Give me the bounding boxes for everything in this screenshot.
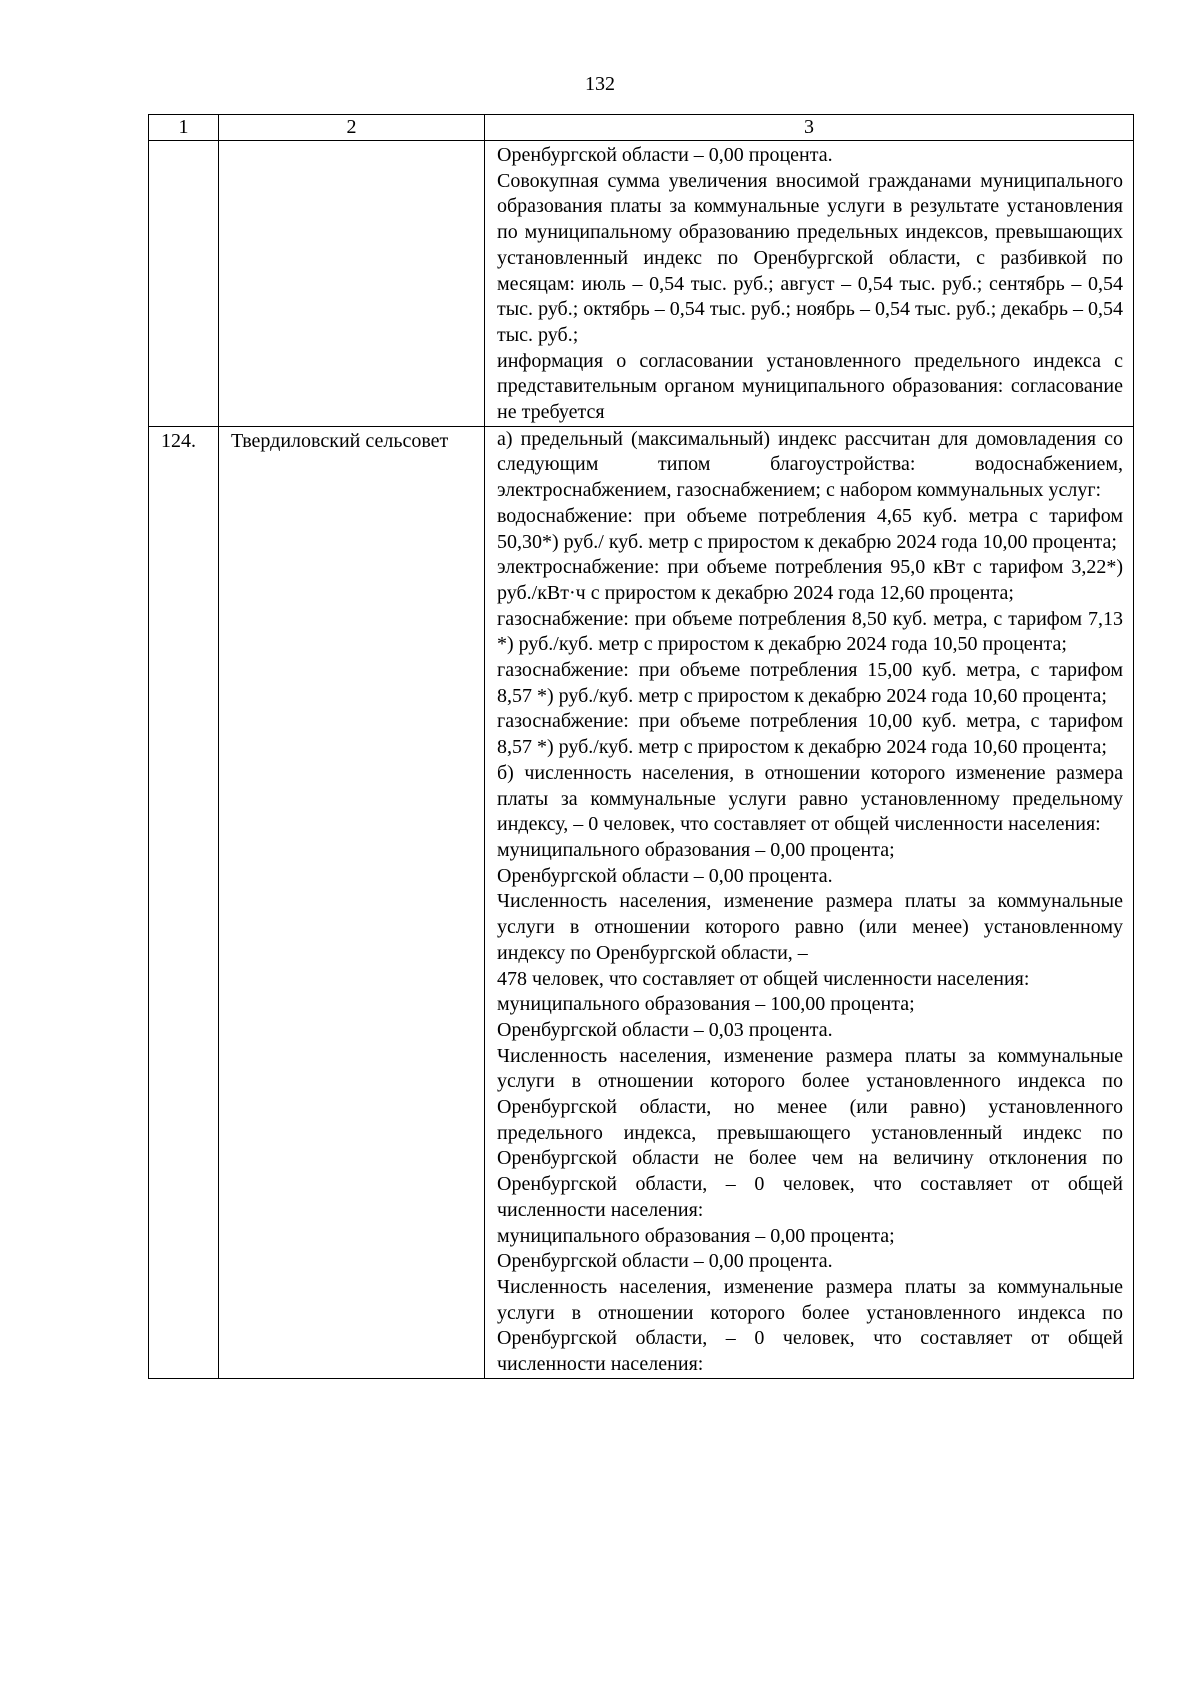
paragraph: информация о согласовании установленного предельного индекса с представительным органом муниципального образования: согласование не требуется [497, 349, 1123, 424]
entry-text [485, 426, 1134, 1378]
paragraph: газоснабжение: при объеме потребления 10,00 куб. метра, с тарифом 8,57 *) руб./куб. метр с приростом к декабрю 2024 года 10,60 процента; [497, 710, 1123, 759]
paragraph: а) предельный (максимальный) индекс рассчитан для домовладения со следующим типом благоустройства: водоснабжением, электроснабжением, газоснабжением; с набором коммунальных услуг: [497, 427, 1123, 502]
paragraph: электроснабжение: при объеме потребления 95,0 кВт с тарифом 3,22*) руб./кВт·ч с приростом к декабрю 2024 года 12,60 процента; [497, 556, 1123, 604]
number-cell [149, 141, 219, 427]
paragraph: Оренбургской области – 0,00 процента. [497, 864, 833, 887]
data-table [148, 114, 1134, 1379]
paragraph: Оренбургской области – 0,03 процента. [497, 1018, 833, 1041]
paragraph: Численность населения, изменение размера платы за коммунальные услуги в отношении которого более установленного индекса по Оренбургской области, но менее (или равно) установленного предельного индекса, превышающего установленный индекс по Оренбургской области не более чем на величину отклонения по Оренбургской области, – 0 человек, что составляет от общей численности населения: [497, 1044, 1123, 1221]
paragraph: муниципального образования – 0,00 процента; [497, 838, 895, 861]
entry-name: Твердиловский сельсовет [219, 426, 485, 1378]
paragraph: Оренбургской области – 0,00 процента. [497, 144, 833, 166]
entry-number: 124. [149, 426, 219, 1378]
paragraph: водоснабжение: при объеме потребления 4,65 куб. метра с тарифом 50,30*) руб./ куб. метр с приростом к декабрю 2024 года 10,00 процента; [497, 504, 1123, 553]
paragraph: б) численность населения, в отношении которого изменение размера платы за коммунальные услуги равно установленному предельному индексу, – 0 человек, что составляет от общей численности населения: [497, 761, 1123, 836]
name-cell [219, 141, 485, 427]
paragraph: 478 человек, что составляет от общей численности населения: [497, 967, 1030, 990]
paragraph: газоснабжение: при объеме потребления 8,50 куб. метра, с тарифом 7,13 *) руб./куб. метр с приростом к декабрю 2024 года 10,50 процента; [497, 607, 1123, 656]
paragraph: Численность населения, изменение размера платы за коммунальные услуги в отношении которого более установленного индекса по Оренбургской области, – 0 человек, что составляет от общей численности населения: [497, 1275, 1123, 1376]
paragraph: газоснабжение: при объеме потребления 15,00 куб. метра, с тарифом 8,57 *) руб./куб. метр с приростом к декабрю 2024 года 10,60 процента; [497, 659, 1123, 707]
header-cell-3: 3 [485, 115, 1134, 141]
table-row-124 [149, 426, 1134, 1378]
header-cell-2: 2 [219, 115, 485, 141]
page-number: 132 [585, 73, 615, 95]
paragraph: Численность населения, изменение размера платы за коммунальные услуги в отношении которого равно (или менее) установленному индексу по Оренбургской области, – [497, 890, 1123, 964]
table-row-continuation [149, 141, 1134, 427]
text-cell [485, 141, 1134, 427]
paragraph: Оренбургской области – 0,00 процента. [497, 1250, 833, 1273]
table-header-row [149, 115, 1134, 141]
header-cell-1: 1 [149, 115, 219, 141]
paragraph: муниципального образования – 100,00 процента; [497, 993, 915, 1016]
paragraph: Совокупная сумма увеличения вносимой гражданами муниципального образования платы за коммунальные услуги в результате установления по муниципальному образованию предельных индексов, превышающих установленный индекс по Оренбургской области, с разбивкой по месяцам: июль – 0,54 тыс. руб.; август – 0,54 тыс. руб.; сентябрь – 0,54 тыс. руб.; октябрь – 0,54 тыс. руб.; ноябрь – 0,54 тыс. руб.; декабрь – 0,54 тыс. руб.; [497, 169, 1123, 346]
paragraph: муниципального образования – 0,00 процента; [497, 1224, 895, 1247]
